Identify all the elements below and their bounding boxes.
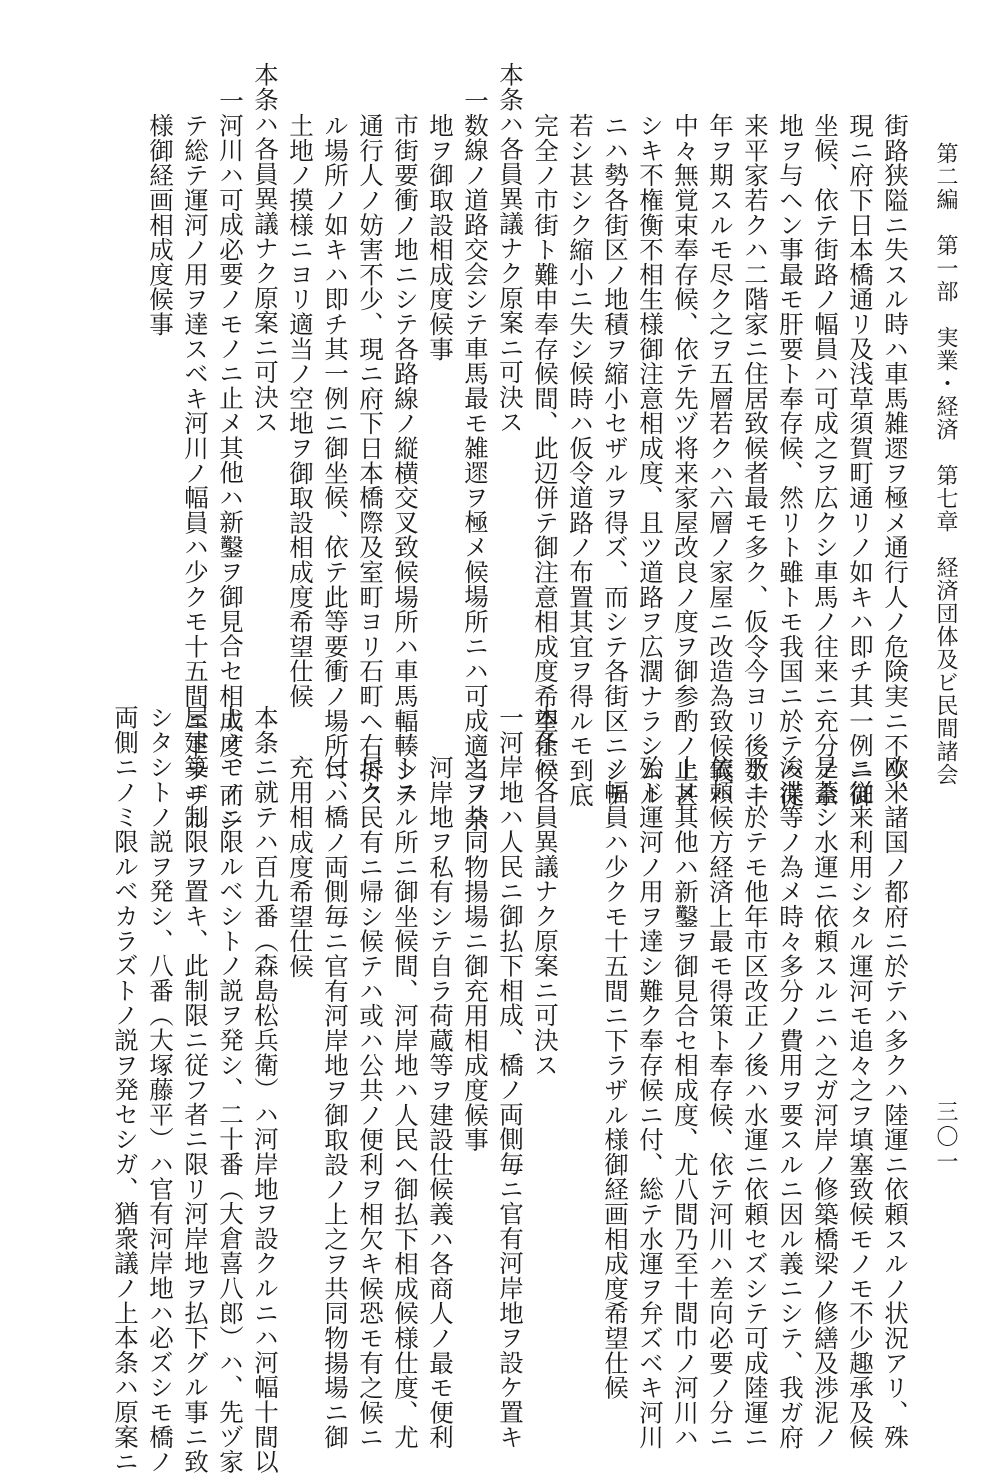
discussion-line: 上ノモノニ限ルベシトノ説ヲ発シ、二十番（大倉喜八郎）ハ、先ヅ家	[216, 705, 245, 1474]
text-column: 河岸地ヲ私有シテ自ラ荷蔵等ヲ建設仕候義ハ各商人ノ最モ便利	[426, 755, 455, 1450]
page-number: 三〇一	[933, 1100, 958, 1175]
text-column: 是蓋シ水運ニ依頼スルニハ之ガ河岸ノ修築橋梁ノ修繕及渉泥ノ	[811, 755, 840, 1450]
text-column: ノ幅員ハ少クモ十五間ニ下ラザル様御経画相成度希望仕候	[601, 755, 630, 1400]
text-column: 街路狭隘ニ失スル時ハ車馬雑遝ヲ極メ通行人ノ危険実ニ不少、	[881, 113, 910, 808]
text-column: 充用相成度希望仕候	[286, 755, 315, 979]
proposal-item: 地ヲ御取設相成度候事	[426, 113, 455, 361]
resolution-line: 本条ハ各員異議ナク原案ニ可決ス	[496, 62, 525, 434]
proposal-item: 一河川ハ可成必要ノモノニ止メ其他ハ新鑿ヲ御見合セ相成度、而シ	[216, 88, 245, 832]
text-column: 坐候、依テ街路ノ幅員ハ可成之ヲ広クシ車馬ノ往来ニ充分ノ余	[811, 113, 840, 808]
text-column: 付、橋ノ両側毎ニ官有河岸地ヲ御取設ノ上之ヲ共同物揚場ニ御	[321, 755, 350, 1450]
text-column: 地ヲ与ヘン事最モ肝要ト奉存候、然リト雖トモ我国ニ於テハ従	[776, 113, 805, 808]
proposal-item: 之ヲ共同物揚場ニ御充用相成度候事	[461, 755, 490, 1152]
text-column: シキ不権衡不相生様御注意相成度、且ツ道路ヲ広濶ナラシムル	[636, 113, 665, 808]
discussion-line: シタシトノ説ヲ発シ、八番（大塚藤平）ハ官有河岸地ハ必ズシモ橋ノ	[146, 705, 175, 1474]
text-column: 浚渫等ノ為メ時々多分ノ費用ヲ要スルニ因ル義ニシテ、我ガ府	[776, 755, 805, 1450]
text-column: 現ニ府下日本橋通リ及浅草須賀町通リノ如キハ即チ其一例ニ御	[846, 113, 875, 808]
text-column: 欧米諸国ノ都府ニ於テハ多クハ陸運ニ依頼スルノ状況アリ、殊	[881, 755, 910, 1450]
proposal-item: 様御経画相成度候事	[146, 113, 175, 337]
resolution-line: 本条ハ各員異議ナク原案ニ可決ス	[251, 62, 280, 434]
resolution-line: 本条ハ各員異議ナク原案ニ可決ス	[531, 705, 560, 1077]
running-header: 第二編 第一部 実業・経済 第七章 経済団体及ビ民間諸会	[933, 142, 958, 786]
text-column: 中々無覚束奉存候、依テ先ヅ将来家屋改良ノ度ヲ御参酌ノ上甚	[671, 113, 700, 808]
text-column: 来平家若クハ二階家ニ住居致候者最モ多ク、仮令今ヨリ後数十	[741, 113, 770, 808]
text-column: 下ニ於テモ他年市区改正ノ後ハ水運ニ依頼セズシテ可成陸運ニ	[741, 755, 770, 1450]
discussion-line: 屋建築ニ制限ヲ置キ、此制限ニ従フ者ニ限リ河岸地ヲ払下グル事ニ致	[181, 705, 210, 1474]
discussion-line: 本条ニ就テハ百九番（森島松兵衛）ハ河岸地ヲ設クルニハ河幅十間以	[251, 705, 280, 1474]
text-column: 土地ノ摸様ニヨリ適当ノ空地ヲ御取設相成度希望仕候	[286, 113, 315, 709]
text-column: 殆ド運河ノ用ヲ達シ難ク奉存候ニ付、総テ水運ヲ弁ズベキ河川	[636, 755, 665, 1450]
text-column: トスル所ニ御坐候間、河岸地ハ人民ヘ御払下相成候様仕度、尤	[391, 755, 420, 1450]
text-column: 年ヲ期スルモ尽ク之ヲ五層若クハ六層ノ家屋ニ改造為致候義ハ	[706, 113, 735, 808]
text-column: ル場所ノ如キハ即チ其一例ニ御坐候、依テ此等要衝ノ場所ニハ	[321, 113, 350, 808]
text-column: 尽ク民有ニ帰シ候テハ或ハ公共ノ便利ヲ相欠キ候恐モ有之候ニ	[356, 755, 385, 1450]
discussion-line: 両側ニノミ限ルベカラズトノ説ヲ発セシガ、猶衆議ノ上本条ハ原案ニ	[111, 705, 140, 1474]
text-column: 止メ其他ハ新鑿ヲ御見合セ相成度、尤八間乃至十間巾ノ河川ハ	[671, 755, 700, 1450]
proposal-item: テ総テ運河ノ用ヲ達スベキ河川ノ幅員ハ少クモ十五間ニ下ラザル	[181, 113, 210, 833]
text-column: 完全ノ市街ト難申奉存候間、此辺併テ御注意相成度希望仕候	[531, 113, 560, 783]
text-column: 若シ甚シク縮小ニ失シ候時ハ仮令道路ノ布置其宜ヲ得ルモ到底	[566, 113, 595, 808]
proposal-item: 一河岸地ハ人民ニ御払下相成、橋ノ両側毎ニ官有河岸地ヲ設ケ置キ	[496, 705, 525, 1449]
text-column: 依頼候方経済上最モ得策ト奉存候、依テ河川ハ差向必要ノ分ニ	[706, 755, 735, 1450]
text-column: ニハ勢各街区ノ地積ヲ縮小セザルヲ得ズ、而シテ各街区ニシテ	[601, 113, 630, 808]
text-column: 通行人ノ妨害不少、現ニ府下日本橋際及室町ヨリ石町ヘ右折ス	[356, 113, 385, 808]
proposal-item: 一数線ノ道路交会シテ車馬最モ雑遝ヲ極メ候場所ニハ可成適当ノ余	[461, 88, 490, 832]
text-column: 市街要衝ノ地ニシテ各路線ノ縦横交叉致候場所ハ車馬輻輳シテ	[391, 113, 420, 808]
text-column: ニ従来利用シタル運河モ追々之ヲ填塞致候モノモ不少趣承及候	[846, 755, 875, 1450]
